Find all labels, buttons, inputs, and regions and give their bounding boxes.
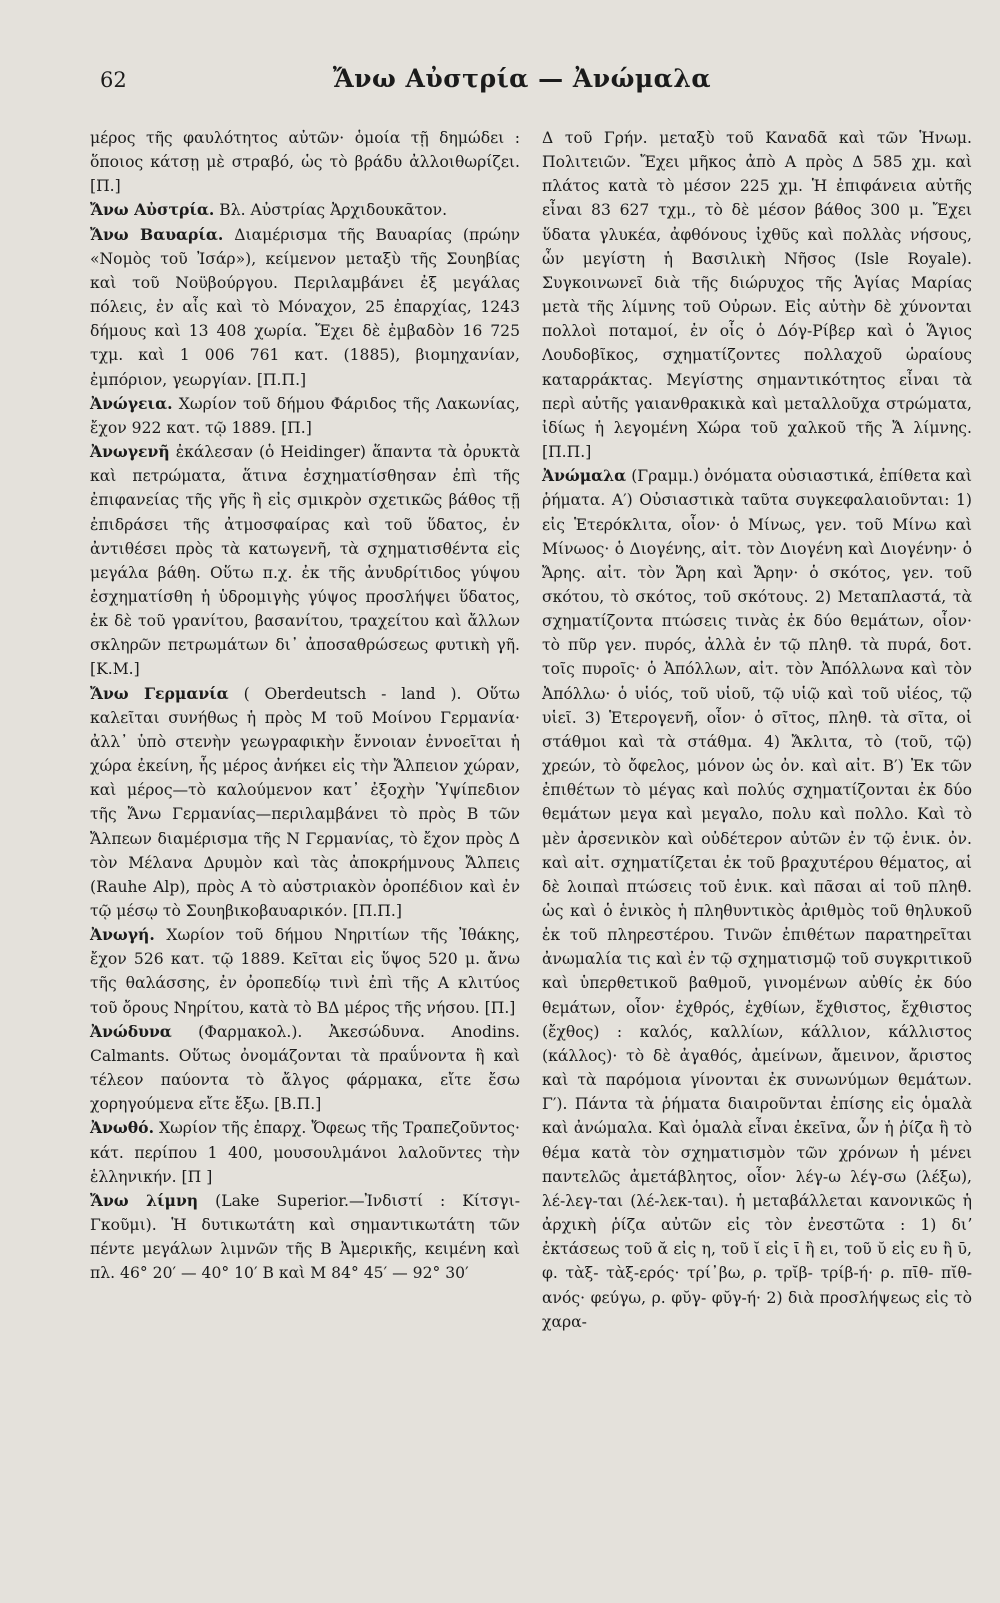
entry-text: μέρος τῆς φαυλότητος αὐτῶν· ὁμοία τῇ δημώδει : ὅποιος κάτσῃ μὲ στραβό, ὡς τὸ βράδυ ἀλλοιθωρίζει. [Π.] bbox=[90, 129, 520, 196]
entry-text: (Lake Superior.—Ἰνδιστί : Κίτσγι-Γκοῦμι). Ἡ δυτικωτάτη καὶ σημαντικωτάτη τῶν πέντε μεγάλων λιμνῶν τῆς Β Ἀμερικῆς, κειμένη καὶ πλ. 46° 20′ — 40° 10′ Β καὶ Μ 84° 45′ — 92° 30′ bbox=[90, 1191, 520, 1283]
entry-lemma: Ἀνώδυνα bbox=[90, 1021, 172, 1041]
dictionary-entry bbox=[90, 440, 520, 682]
continuation-paragraph bbox=[542, 126, 972, 464]
dictionary-entry bbox=[90, 1189, 520, 1286]
continuation-paragraph bbox=[90, 126, 520, 198]
entry-lemma: Ἀνωγενῆ bbox=[90, 442, 170, 462]
right-column bbox=[542, 126, 972, 1334]
running-title: Ἄνω Αὐστρία — Ἀνώμαλα bbox=[332, 64, 712, 93]
entry-text: (Φαρμακολ.). Ἀκεσώδυνα. Anodins. Calmants. Οὕτως ὀνομάζονται τὰ πραΰνοντα ἢ καὶ τέλεον παύοντα τὸ ἄλγος φάρμακα, εἴτε ἔσω χορηγούμενα εἴτε ἔξω. [Β.Π.] bbox=[90, 1022, 520, 1114]
entry-lemma: Ἀνωγή. bbox=[90, 925, 155, 945]
entry-text: Χωρίον τοῦ δήμου Νηριτίων τῆς Ἰθάκης, ἔχον 526 κατ. τῷ 1889. Κεῖται εἰς ὕψος 520 μ. ἄνω τῆς θαλάσσης, ἐν ὀροπεδίῳ τινὶ ἐπὶ τῆς Α κλιτύος τοῦ ὄρους Νηρίτου, κατὰ τὸ ΒΔ μέρος τῆς νήσου. [Π.] bbox=[90, 926, 520, 1017]
dictionary-entry bbox=[90, 392, 520, 440]
entry-text: ( Oberdeutsch - land ). Οὕτω καλεῖται συνήθως ἡ πρὸς Μ τοῦ Μοίνου Γερμανία· ἀλλ᾽ ὑπὸ στενὴν γεωγραφικὴν ἔννοιαν ἐννοεῖται ἡ χώρα ἐκείνη, ἧς μέρος ἀνήκει εἰς τὴν Ἄλπειον χώραν, καὶ μέρος—τὸ καλούμενον κατ᾽ ἐξοχὴν Ὑψίπεδιον τῆς Ἄνω Γερμανίας—περιλαμβάνει τὸ πρὸς Β τῶν Ἄλπεων διαμέρισμα τῆς Ν Γερμανίας, τὸ ἔχον πρὸς Δ τὸν Μέλανα Δρυμὸν καὶ τὰς ἀποκρήμνους Ἄλπεις (Rauhe Alp), πρὸς Α τὸ αὐστριακὸν ὀροπέδιον καὶ ἐν τῷ μέσῳ τὸ Σουηβικοβαυαρικόν. [Π.Π.] bbox=[90, 684, 520, 920]
page-number: 62 bbox=[100, 68, 127, 92]
dictionary-entry bbox=[90, 1116, 520, 1188]
entry-text: Βλ. Αὐστρίας Ἀρχιδουκᾶτον. bbox=[219, 201, 448, 220]
entry-lemma: Ἀνώγεια. bbox=[90, 393, 173, 413]
entry-lemma: Ἀνώμαλα bbox=[542, 466, 627, 486]
entry-text: (Γραμμ.) ὀνόματα οὐσιαστικά, ἐπίθετα καὶ ῥήματα. Α′) Οὐσιαστικὰ ταῦτα συγκεφαλαιοῦνται: 1) εἰς Ἑτερόκλιτα, οἷον· ὁ Μίνως, γεν. τοῦ Μίνω καὶ Μίνωος· ὁ Διογένης, αἰτ. τὸν Διογένη καὶ Διογένην· ὁ Ἄρης. αἰτ. τὸν Ἄρη καὶ Ἄρην· ὁ σκότος, γεν. τοῦ σκότου, τὸ σκότος, τοῦ σκότους. 2) Μεταπλαστά, τὰ σχηματίζοντα πτώσεις τινὰς ἐκ δύο θεμάτων, οἷον· τὸ πῦρ γεν. πυρός, ἀλλὰ ἐν τῷ πληθ. τὰ πυρά, δοτ. τοῖς πυροῖς· ὁ Ἀπόλλων, αἰτ. τὸν Ἀπόλλωνα καὶ τὸν Ἀπόλλω· ὁ υἱός, τοῦ υἱοῦ, τῷ υἱῷ καὶ τοῦ υἱέος, τῷ υἱεῖ. 3) Ἑτερογενῆ, οἷον· ὁ σῖτος, πληθ. τὰ σῖτα, οἱ στάθμοι καὶ τὰ στάθμα. 4) Ἄκλιτα, τὸ (τοῦ, τῷ) χρεών, τὸ ὄφελος, μόνον ὡς ὀν. καὶ αἰτ. Β′) Ἐκ τῶν ἐπιθέτων τὸ μέγας καὶ πολύς σχηματίζονται ἐκ δύο θεμάτων μεγα καὶ μεγαλο, πολυ καὶ πολλο. Καὶ τὸ μὲν ἀρσενικὸν καὶ οὐδέτερον αὐτῶν ἐν τῷ ἑνικ. ὀν. καὶ αἰτ. σχηματίζεται ἐκ τοῦ βραχυτέρου θέματος, αἱ δὲ λοιπαὶ πτώσεις τοῦ ἑνικ. καὶ πᾶσαι αἱ τοῦ πληθ. ὡς καὶ ὁ ἑνικὸς ἡ πληθυντικὸς ἀριθμὸς τοῦ θηλυκοῦ ἐκ τοῦ πληρεστέρου. Τινῶν ἐπιθέτων παρατηρεῖται ἀνωμαλία τις καὶ ἐν τῷ σχηματισμῷ τοῦ συγκριτικοῦ καὶ ὑπερθετικοῦ βαθμοῦ, γινομένων αὐθίς ἐκ δύο θεμάτων, οἷον· ἐχθρός, ἐχθίων, ἔχθιστος, ἔχθιστος (ἔχθος) : καλός, καλλίων, κάλλιον, κάλλιστος (κάλλος)· τὸ δὲ ἀγαθός, ἀμείνων, ἄμεινον, ἄριστος καὶ τὰ παρόμοια γίνονται ἐκ συνωνύμων θεμάτων. Γ′). Πάντα τὰ ῥήματα διαιροῦνται ἐπίσης εἰς ὁμαλὰ καὶ ἀνώμαλα. Καὶ ὁμαλὰ εἶναι ἐκεῖνα, ὧν ἡ ῥίζα ἢ τὸ θέμα κατὰ τὸν σχηματισμὸν τῶν χρόνων ἡ μένει παντελῶς ἀμετάβλητος, οἷον· λέγ-ω λέγ-σω (λέξω), λέ-λεγ-ται (λέ-λεκ-ται). ἡ μεταβάλλεται κανονικῶς ἡ ἀρχικὴ ῥίζα αὐτῶν εἰς τὸν ἐνεστῶτα : 1) διʼ ἐκτάσεως τοῦ ᾰ εἰς η, τοῦ ῐ εἰς ῑ ἢ ει, τοῦ ῠ εἰς ευ ἢ ῡ, φ. τὰξ- τὰξ-ερός· τρί᾽βω, ρ. τρῐβ- τρίβ-ή· ρ. πῑθ- πῐθ-ανός· φεύγω, ρ. φῠγ- φῠγ-ή· 2) διὰ προσλήψεως εἰς τὸ χαρα- bbox=[542, 467, 972, 1331]
entry-text: ἐκάλεσαν (ὁ Heidinger) ἅπαντα τὰ ὀρυκτὰ καὶ πετρώματα, ἅτινα ἐσχηματίσθησαν ἐπὶ τῆς ἐπιφανείας τῆς γῆς ἢ εἰς σμικρὸν σχετικῶς βάθος τῇ ἐπιδράσει τῆς ἀτμοσφαίρας καὶ τοῦ ὕδατος, ἐν ἀντιθέσει πρὸς τὰ κατωγενῆ, τὰ σχηματισθέντα εἰς μεγάλα βάθη. Οὕτω π.χ. ἐκ τῆς ἀνυδρίτιδος γύψου ἐσχηματίσθη ἡ ὑδρομιγὴς γύψος προσλήψει ὕδατος, ἐκ δὲ τοῦ γρανίτου, βασανίτου, τραχείτου καὶ ἄλλων σκληρῶν πετρωμάτων δι᾽ ἀποσαθρώσεως φυτικὴ γῆ. [Κ.Μ.] bbox=[90, 443, 520, 679]
page-header bbox=[92, 62, 952, 102]
dictionary-entry bbox=[542, 464, 972, 1334]
dictionary-entry bbox=[90, 223, 520, 392]
dictionary-entry bbox=[90, 682, 520, 924]
entry-lemma: Ἄνω Γερμανία bbox=[90, 683, 229, 703]
entry-lemma: Ἄνω Βαυαρία. bbox=[90, 224, 224, 244]
dictionary-entry bbox=[90, 923, 520, 1020]
entry-text: Χωρίον τῆς ἐπαρχ. Ὄφεως τῆς Τραπεζοῦντος· κάτ. περίπου 1 400, μουσουλμάνοι λαλοῦντες τὴν ἑλληνικήν. [Π ] bbox=[90, 1119, 520, 1186]
entry-lemma: Ἄνω Αὐστρία. bbox=[90, 200, 215, 220]
entry-text: Χωρίον τοῦ δήμου Φάριδος τῆς Λακωνίας, ἔχον 922 κατ. τῷ 1889. [Π.] bbox=[90, 394, 520, 437]
dictionary-entry bbox=[90, 198, 520, 222]
dictionary-entry bbox=[90, 1020, 520, 1117]
entry-lemma: Ἄνω λίμνη bbox=[90, 1190, 199, 1210]
left-column bbox=[90, 126, 520, 1286]
entry-text: Δ τοῦ Γρήν. μεταξὺ τοῦ Καναδᾶ καὶ τῶν Ἡνωμ. Πολιτειῶν. Ἔχει μῆκος ἀπὸ Α πρὸς Δ 585 χμ. καὶ πλάτος κατὰ τὸ μέσον 225 χμ. Ἡ ἐπιφάνεια αὐτῆς εἶναι 83 627 τχμ., τὸ δὲ μέσον βάθος 300 μ. Ἔχει ὕδατα γλυκέα, ἀφθόνους ἰχθῦς καὶ πολλὰς νήσους, ὧν μεγίστη ἡ Βασιλικὴ Νῆσος (Isle Royale). Συγκοινωνεῖ διὰ τῆς διώρυχος τῆς Ἁγίας Μαρίας μετὰ τῆς λίμνης τοῦ Οὐρων. Εἰς αὐτὴν δὲ χύνονται πολλοὶ ποταμοί, ἐν οἷς ὁ Δόγ-Ρίβερ καὶ ὁ Ἅγιος Λουδοβῖκος, σχηματίζοντες πολλαχοῦ ὡραίους καταρράκτας. Μεγίστης σημαντικότητος εἶναι τὰ περὶ αὐτῆς γαιανθρακικὰ καὶ μεταλλοῦχα στρώματα, ἰδίως ἡ λεγομένη Χώρα τοῦ χαλκοῦ τῆς Ἄ λίμνης. [Π.Π.] bbox=[542, 129, 972, 462]
entry-lemma: Ἀνωθό. bbox=[90, 1118, 154, 1138]
entry-text: Διαμέρισμα τῆς Βαυαρίας (πρώην «Νομὸς τοῦ Ἰσάρ»), κείμενον μεταξὺ τῆς Σουηβίας καὶ τοῦ Νοϋβούργου. Περιλαμβάνει ἐξ μεγάλας πόλεις, ἐν αἷς καὶ τὸ Μόναχον, 25 ἐπαρχίας, 1243 δήμους καὶ 13 408 χωρία. Ἔχει δὲ ἐμβαδὸν 16 725 τχμ. καὶ 1 006 761 κατ. (1885), βιομηχανίαν, ἐμπόριον, γεωργίαν. [Π.Π.] bbox=[90, 225, 520, 389]
